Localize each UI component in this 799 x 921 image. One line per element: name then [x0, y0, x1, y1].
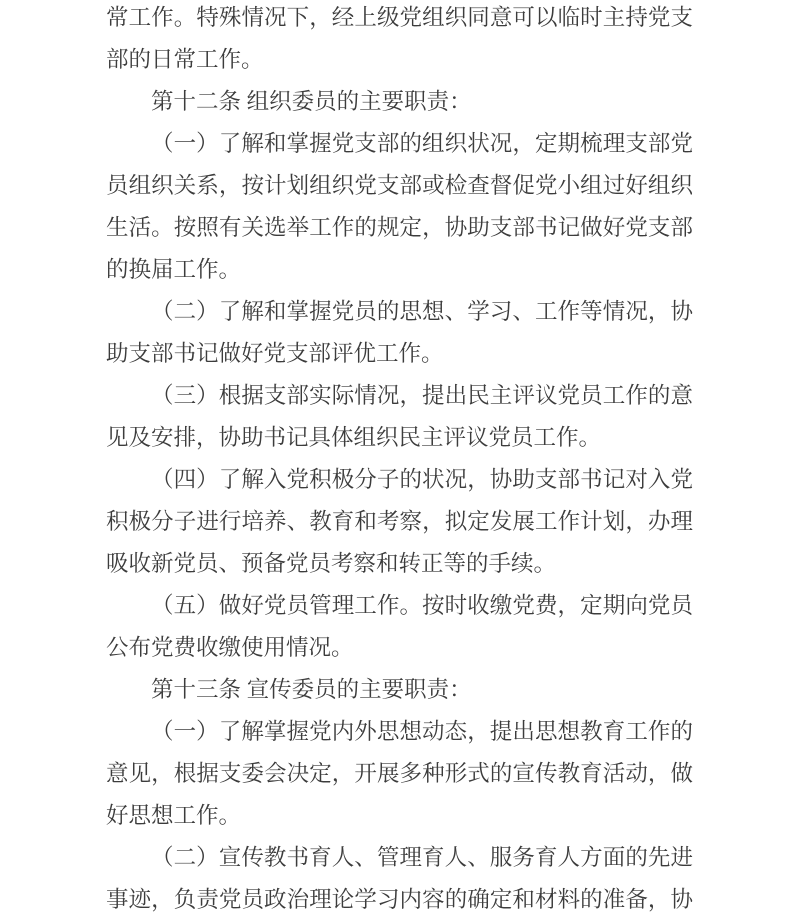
- text-line: 积极分子进行培养、教育和考察，拟定发展工作计划，办理: [106, 509, 693, 534]
- text-line: （四）了解入党积极分子的状况，协助支部书记对入党: [151, 467, 693, 492]
- text-line: （二）了解和掌握党员的思想、学习、工作等情况，协: [151, 299, 693, 324]
- text-line: 部的日常工作。: [106, 47, 264, 72]
- text-line: 生活。按照有关选举工作的规定，协助支部书记做好党支部: [106, 215, 693, 240]
- text-line: （一）了解掌握党内外思想动态，提出思想教育工作的: [151, 719, 693, 744]
- text-line: 常工作。特殊情况下，经上级党组织同意可以临时主持党支: [106, 5, 693, 30]
- document-text-block: [106, 0, 693, 921]
- text-line: 事迹，负责党员政治理论学习内容的确定和材料的准备，协: [106, 887, 693, 912]
- text-line: （三）根据支部实际情况，提出民主评议党员工作的意: [151, 383, 693, 408]
- text-line: （一）了解和掌握党支部的组织状况，定期梳理支部党: [151, 131, 693, 156]
- text-line: （二）宣传教书育人、管理育人、服务育人方面的先进: [151, 845, 693, 870]
- text-line: 助支部书记做好党支部评优工作。: [106, 341, 444, 366]
- text-line: 公布党费收缴使用情况。: [106, 635, 354, 660]
- text-line: 的换届工作。: [106, 257, 242, 282]
- text-line: 意见，根据支委会决定，开展多种形式的宣传教育活动，做: [106, 761, 693, 786]
- text-line: 好思想工作。: [106, 803, 242, 828]
- section-heading: 第十二条 组织委员的主要职责：: [151, 89, 472, 114]
- text-line: 员组织关系，按计划组织党支部或检查督促党小组过好组织: [106, 173, 693, 198]
- text-line: 见及安排，协助书记具体组织民主评议党员工作。: [106, 425, 602, 450]
- section-heading: 第十三条 宣传委员的主要职责：: [151, 677, 472, 702]
- text-line: 吸收新党员、预备党员考察和转正等的手续。: [106, 551, 557, 576]
- text-line: （五）做好党员管理工作。按时收缴党费，定期向党员: [151, 593, 693, 618]
